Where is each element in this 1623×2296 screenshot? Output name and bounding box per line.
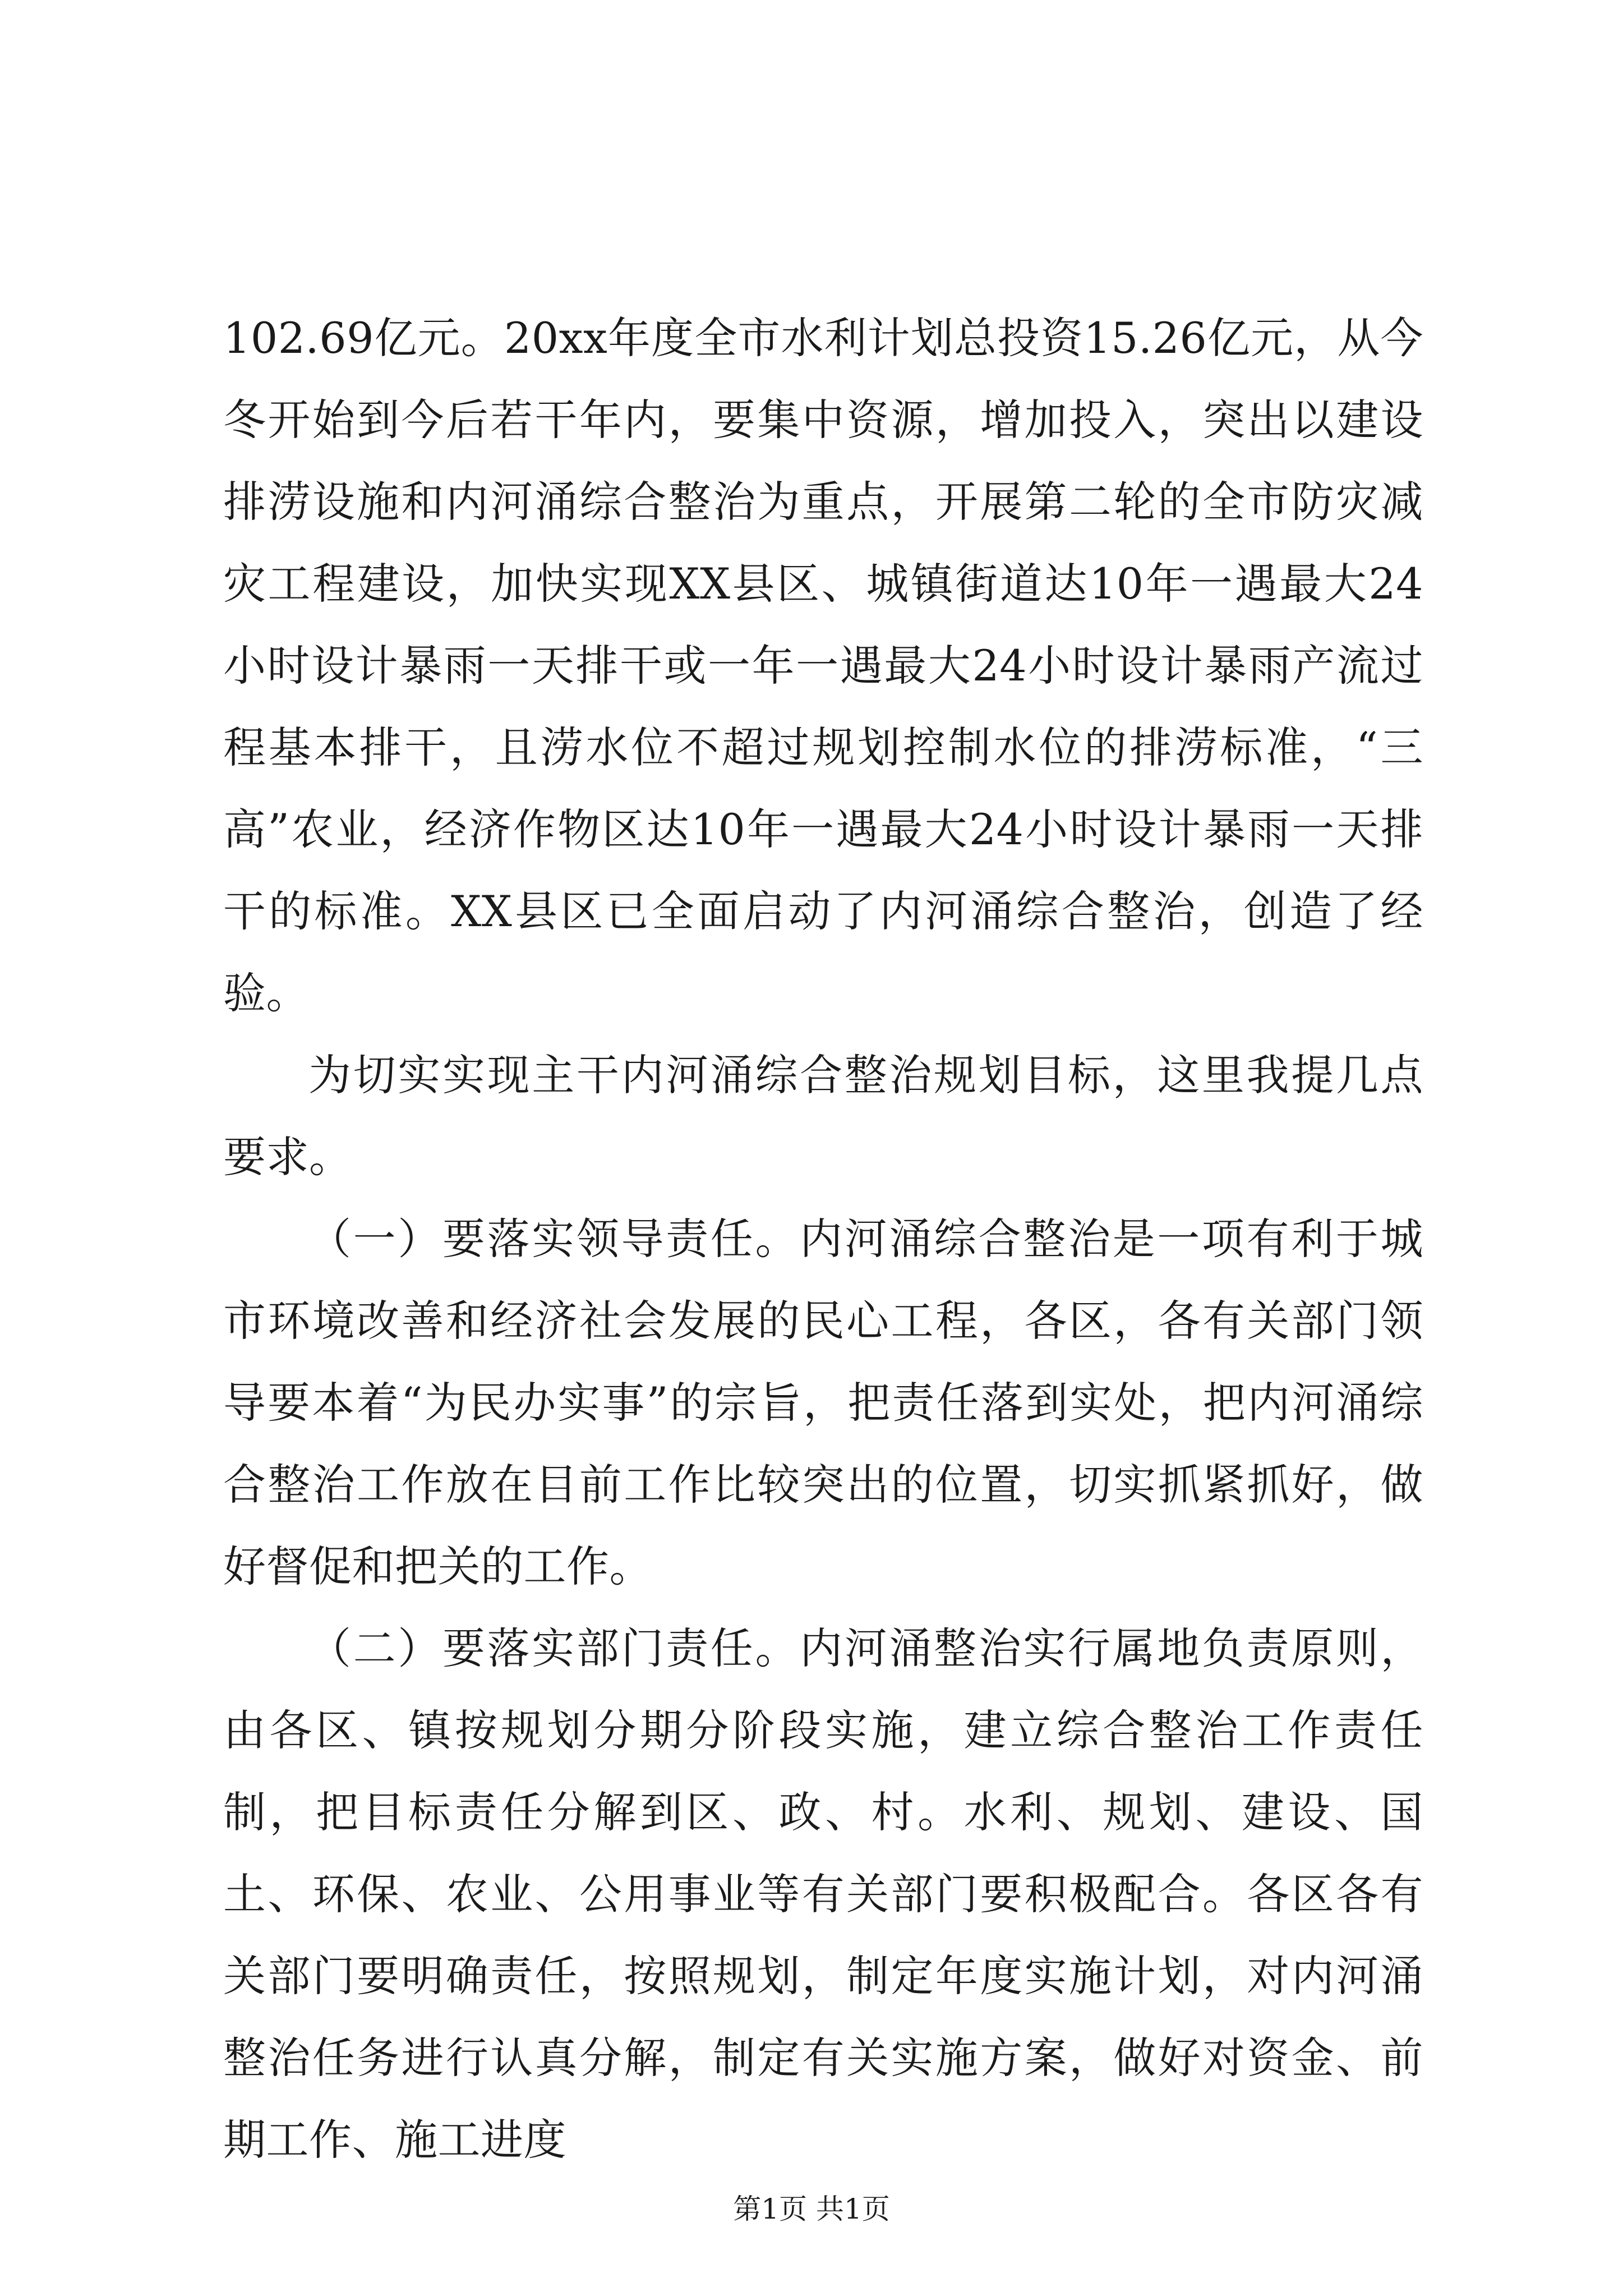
page-footer: 第1页 共1页 [733,2193,890,2225]
paragraph-department-responsibility: （二）要落实部门责任。内河涌整治实行属地负责原则，由各区、镇按规划分期分阶段实施，建立综合整治工作责任制，把目标责任分解到区、政、村。水利、规划、建设、国土、环保、农业、公用事业等有关部门要积极配合。各区各有关部门要明确责任，按照规划，制定年度实施计划，对内河涌整治任务进行认真分解，制定有关实施方案，做好对资金、前期工作、施工进度 [223,1623,1423,2165]
paragraph-requirements-intro: 为切实实现主干内河涌综合整治规划目标，这里我提几点要求。 [223,1050,1423,1182]
document-body [223,297,1423,2181]
paragraph-leadership-responsibility: （一）要落实领导责任。内河涌综合整治是一项有利于城市环境改善和经济社会发展的民心工程，各区，各有关部门领导要本着“为民办实事”的宗旨，把责任落到实处，把内河涌综合整治工作放在目前工作比较突出的位置，切实抓紧抓好，做好督促和把关的工作。 [223,1214,1423,1591]
paragraph-continuation: 102.69亿元。20xx年度全市水利计划总投资15.26亿元，从今冬开始到今后若干年内，要集中资源，增加投入，突出以建设排涝设施和内河涌综合整治为重点，开展第二轮的全市防灾减灾工程建设，加快实现XX县区、城镇街道达10年一遇最大24小时设计暴雨一天排干或一年一遇最大24小时设计暴雨产流过程基本排干，且涝水位不超过规划控制水位的排涝标准，“三高”农业，经济作物区达10年一遇最大24小时设计暴雨一天排干的标准。XX县区已全面启动了内河涌综合整治，创造了经验。 [223,313,1423,1018]
